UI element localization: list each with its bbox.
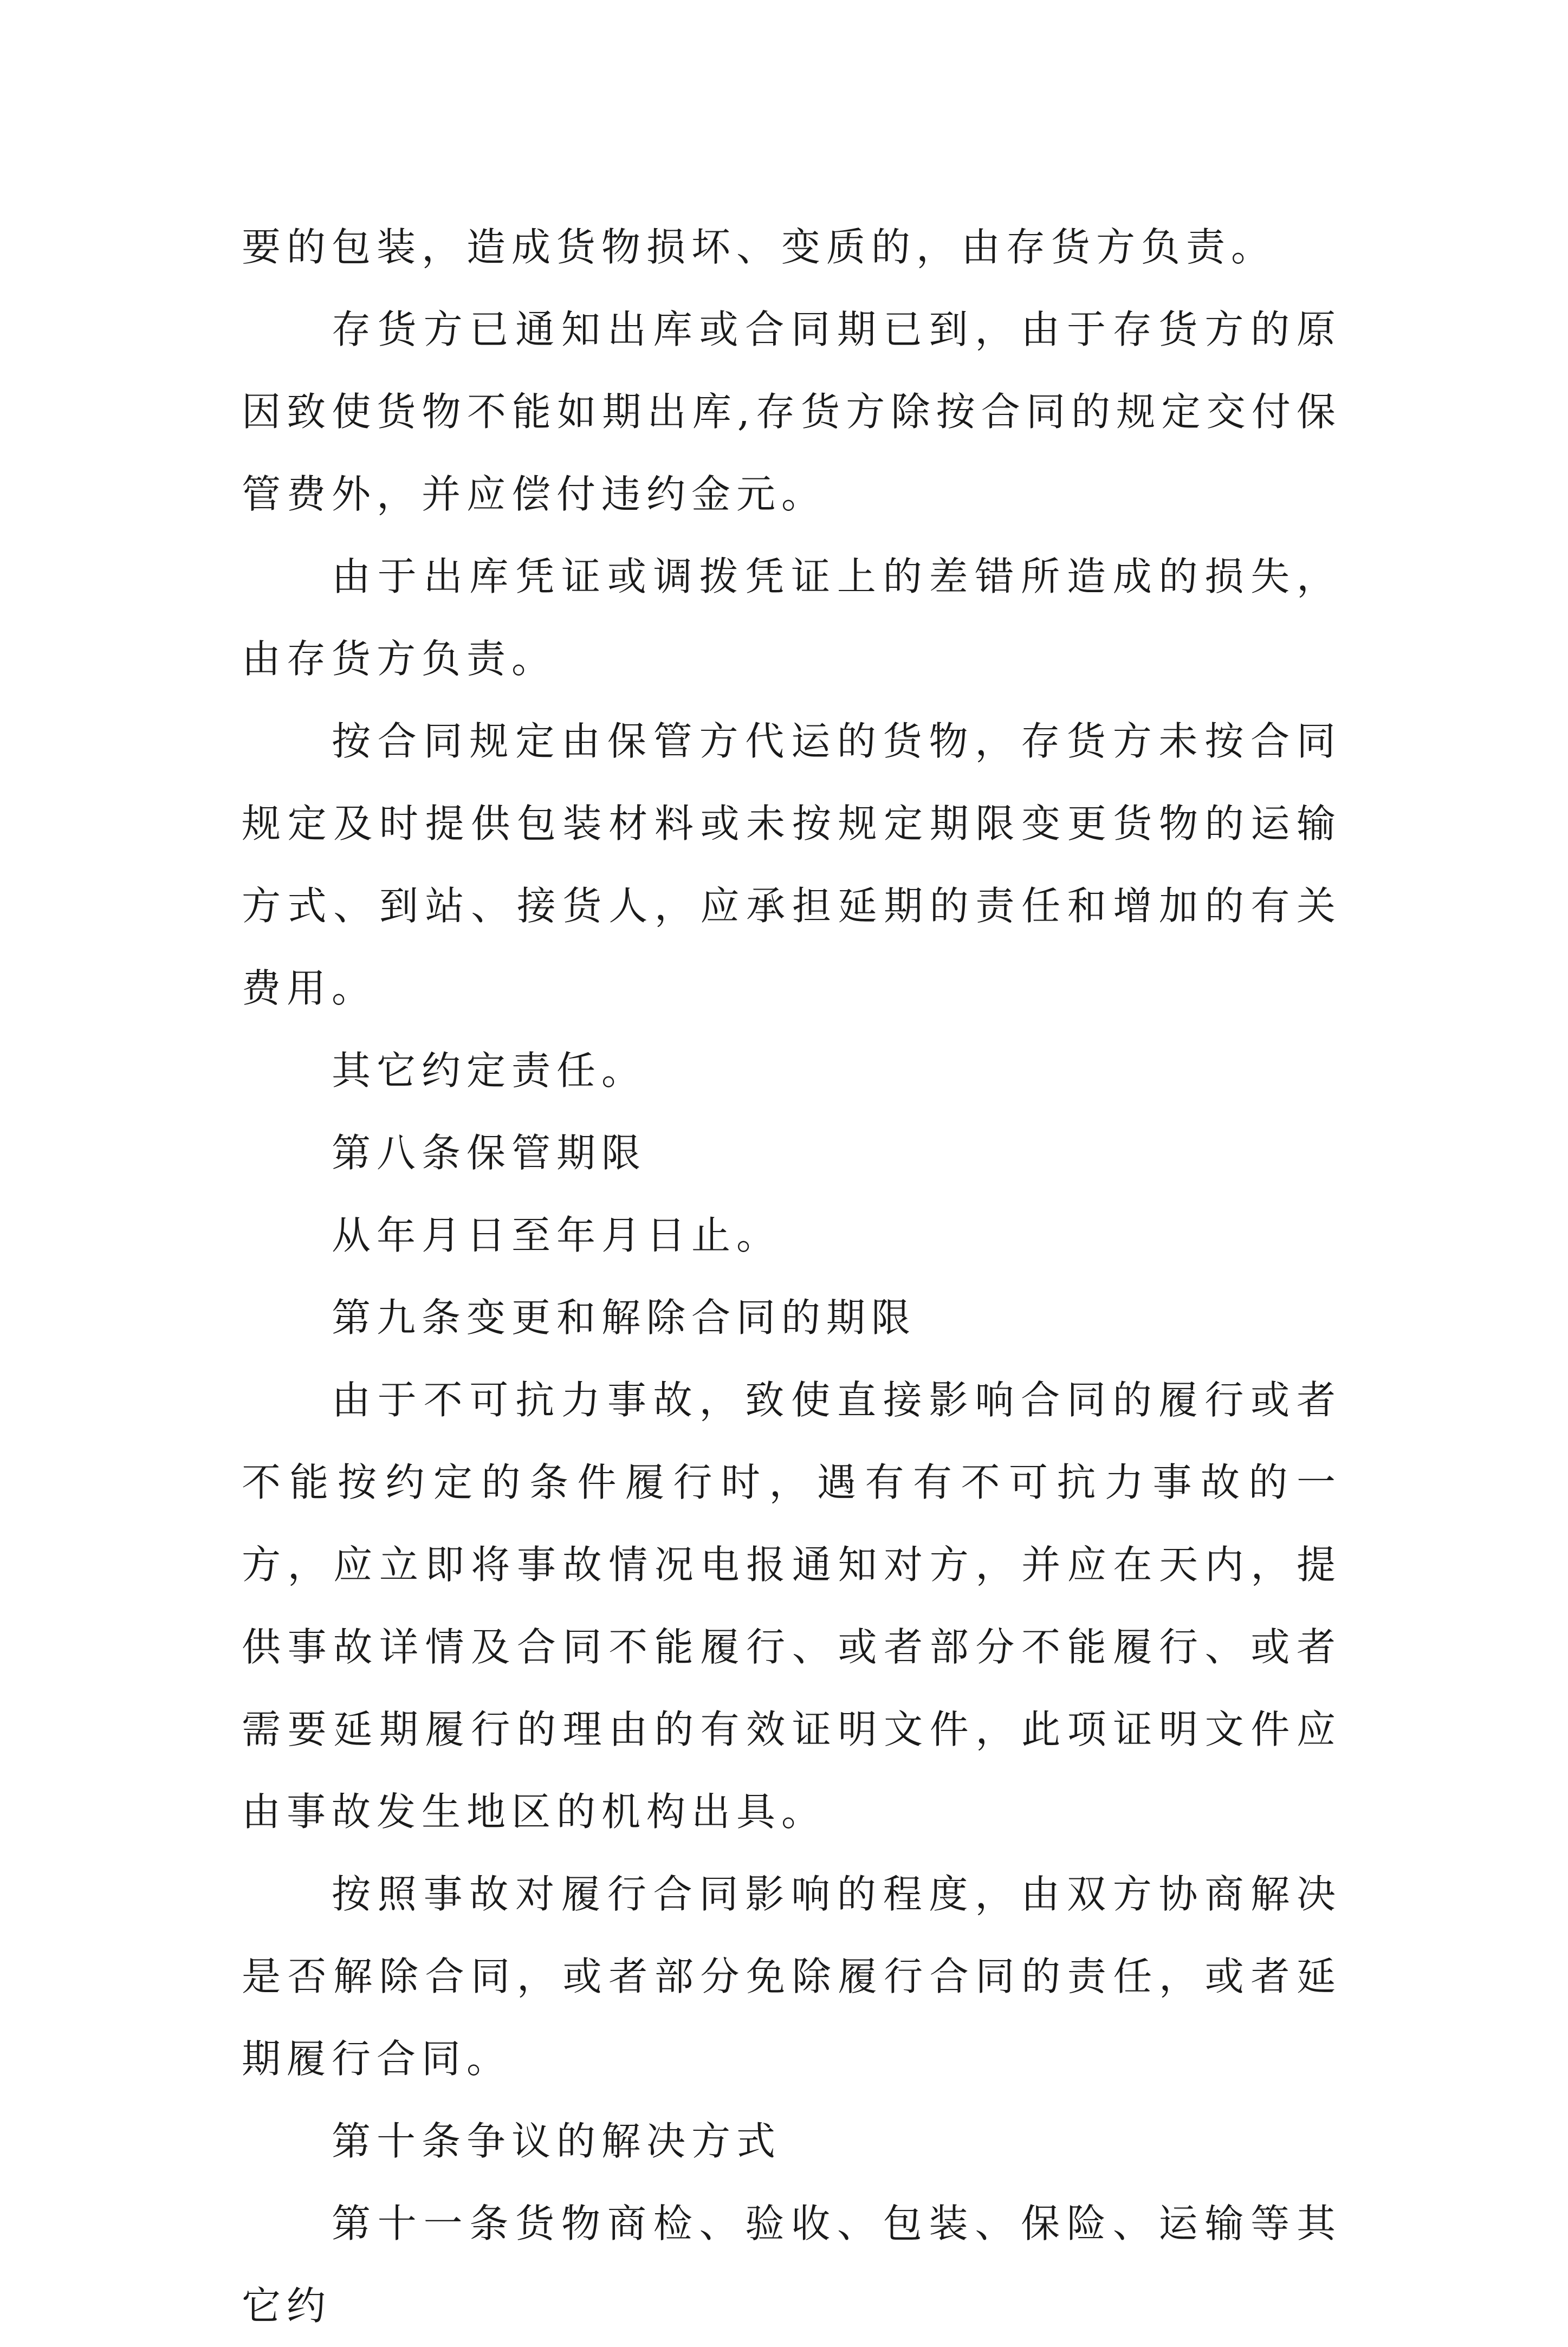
- paragraph-delayed-outbound: 存货方已通知出库或合同期已到，由于存货方的原因致使货物不能如期出库,存货方除按合同的规定交付保管费外，并应偿付违约金元。: [242, 307, 1342, 517]
- paragraph-contract-termination: 按照事故对履行合同影响的程度，由双方协商解决是否解除合同，或者部分免除履行合同的责任，或者延期履行合同。: [242, 1871, 1342, 2082]
- paragraph-packaging-liability: 要的包装，造成货物损坏、变质的，由存货方负责。: [242, 224, 1277, 270]
- paragraph-voucher-error: 由于出库凭证或调拨凭证上的差错所造成的损失，由存货方负责。: [242, 554, 1342, 682]
- article-8-heading: 第八条保管期限: [332, 1130, 647, 1176]
- paragraph-storage-period: 从年月日至年月日止。: [332, 1213, 782, 1258]
- paragraph-other-liability: 其它约定责任。: [332, 1048, 647, 1093]
- paragraph-force-majeure: 由于不可抗力事故，致使直接影响合同的履行或者不能按约定的条件履行时，遇有有不可抗力事故的一方，应立即将事故情况电报通知对方，并应在天内，提供事故详情及合同不能履行、或者部分不能履行、或者需要延期履行的理由的有效证明文件，此项证明文件应由事故发生地区的机构出具。: [242, 1377, 1342, 1834]
- article-11-heading: 第十一条货物商检、验收、包装、保险、运输等其它约: [242, 2201, 1342, 2329]
- paragraph-shipping-agent: 按合同规定由保管方代运的货物，存货方未按合同规定及时提供包装材料或未按规定期限变更货物的运输方式、到站、接货人，应承担延期的责任和增加的有关费用。: [242, 718, 1342, 1011]
- article-9-heading: 第九条变更和解除合同的期限: [332, 1295, 917, 1340]
- document-body: [242, 206, 1342, 2347]
- article-10-heading: 第十条争议的解决方式: [332, 2118, 782, 2164]
